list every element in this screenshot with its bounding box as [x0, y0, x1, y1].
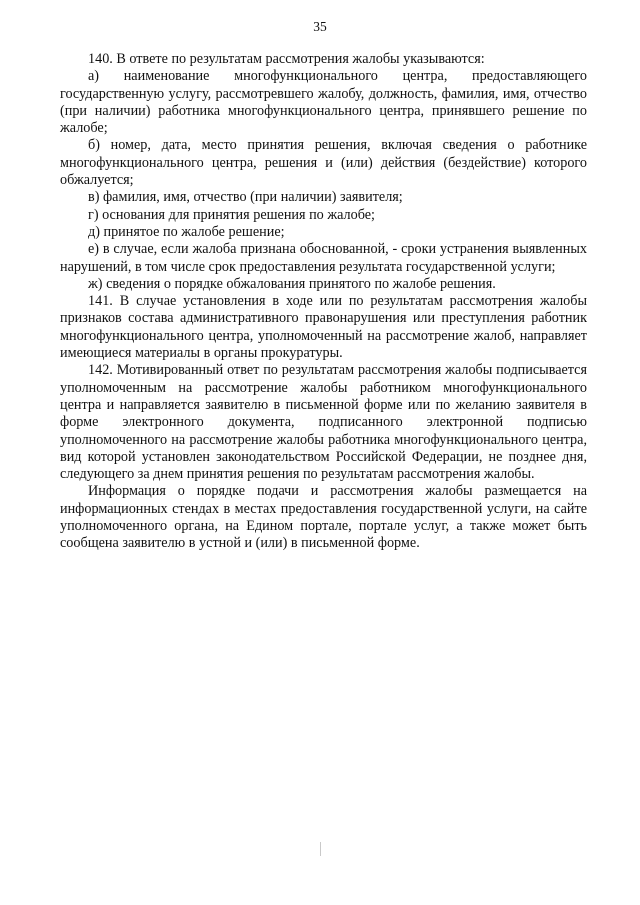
paragraph-141: 141. В случае установления в ходе или по результатам рассмотрения жалобы признаков состава административного правонарушения или преступления работник многофункционального центра, уполномоченный на рассмотрение жалоб, направляет имеющиеся материалы в органы прокуратуры. [60, 293, 587, 362]
paragraph-140-item-d: д) принятое по жалобе решение; [88, 223, 285, 240]
body-text [60, 51, 587, 553]
paragraph-140-heading: 140. В ответе по результатам рассмотрения жалобы указываются: [88, 51, 485, 67]
paragraph-140-item-zh: ж) сведения о порядке обжалования принятого по жалобе решения. [88, 275, 496, 292]
paragraph-140-item-a: а) наименование многофункционального центра, предоставляющего государственную услугу, рассмотревшего жалобу, должность, фамилия, имя, отчество (при наличии) работника многофункционального центра, принявшего решение по жалобе; [60, 68, 587, 137]
paragraph-140-item-e: е) в случае, если жалоба признана обоснованной, - сроки устранения выявленных нарушений, в том числе срок предоставления результата государственной услуги; [60, 241, 587, 275]
paragraph-information: Информация о порядке подачи и рассмотрения жалобы размещается на информационных стендах в местах предоставления государственной услуги, на сайте уполномоченного органа, на Едином портале, портале услуг, а также может быть сообщена заявителю в устной и (или) в письменной форме. [60, 483, 587, 552]
paragraph-142: 142. Мотивированный ответ по результатам рассмотрения жалобы подписывается уполномоченным на рассмотрение жалобы работником многофункционального центра и направляется заявителю в письменной форме или по желанию заявителя в форме электронного документа, подписанного электронной подписью уполномоченного на рассмотрение жалобы работника многофункционального центра, вид которой установлен законодательством Российской Федерации, не позднее дня, следующего за днем принятия решения по результатам рассмотрения жалобы. [60, 362, 587, 483]
scan-mark [320, 842, 321, 856]
page-number: 35 [313, 19, 327, 34]
paragraph-140-item-b: б) номер, дата, место принятия решения, включая сведения о работнике многофункционального центра, решения и (или) действия (бездействие) которого обжалуется; [60, 137, 587, 189]
paragraph-140-item-g: г) основания для принятия решения по жалобе; [88, 206, 375, 223]
paragraph-140-item-v: в) фамилия, имя, отчество (при наличии) заявителя; [88, 189, 403, 206]
